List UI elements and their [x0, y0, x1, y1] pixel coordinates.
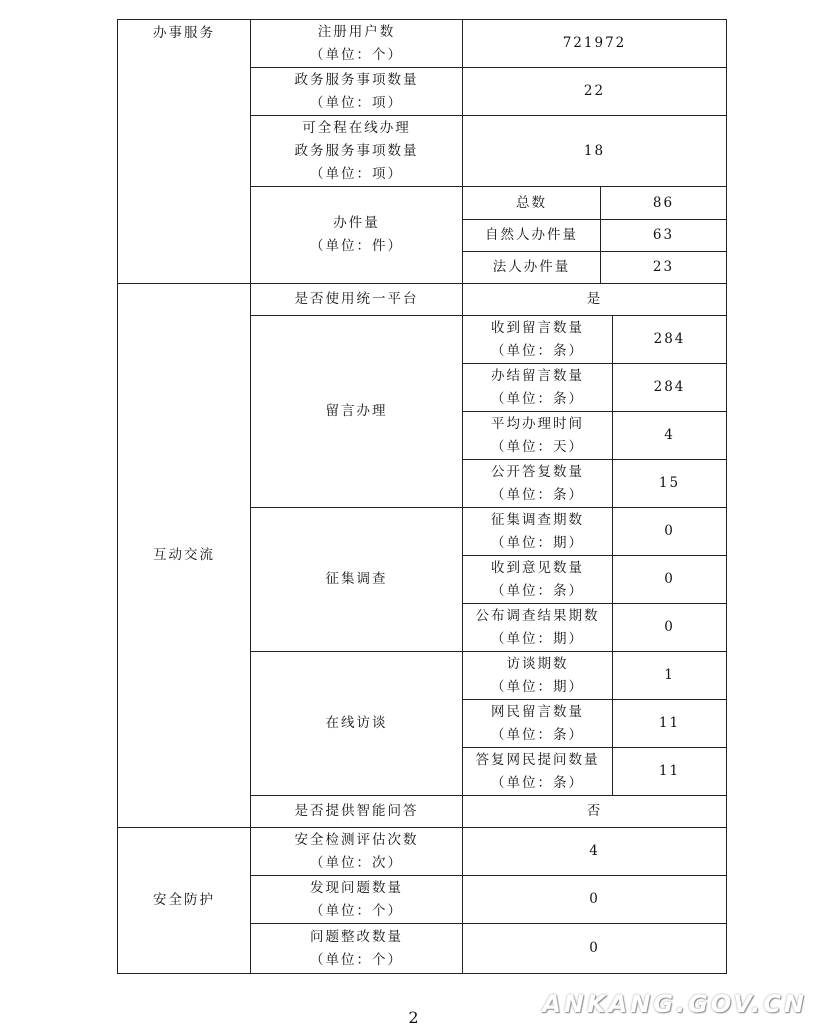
answers-label: 答复网民提问数量 （单位：条） [463, 748, 613, 796]
volume-total-label: 总数 [463, 187, 601, 220]
section-security: 安全防护 [118, 828, 251, 974]
avg-time-label: 平均办理时间 （单位：天） [463, 412, 613, 460]
section-interaction: 互动交流 [118, 284, 251, 828]
resolved-label: 办结留言数量 （单位：条） [463, 364, 613, 412]
checks-value: 4 [463, 828, 727, 876]
issues-value: 0 [463, 876, 727, 924]
volume-legal-value: 23 [601, 252, 727, 284]
volume-legal-label: 法人办件量 [463, 252, 601, 284]
received-label: 收到留言数量 （单位：条） [463, 316, 613, 364]
statistics-table [117, 19, 727, 974]
volume-label: 办件量 （单位：件） [251, 187, 463, 284]
fixed-value: 0 [463, 924, 727, 974]
checks-label: 安全检测评估次数 （单位：次） [251, 828, 463, 876]
fixed-label: 问题整改数量 （单位：个） [251, 924, 463, 974]
volume-natural-value: 63 [601, 220, 727, 252]
volume-natural-label: 自然人办件量 [463, 220, 601, 252]
interview-periods-value: 1 [613, 652, 727, 700]
netizen-msgs-value: 11 [613, 700, 727, 748]
survey-periods-label: 征集调查期数 （单位：期） [463, 508, 613, 556]
service-items-label: 政务服务事项数量 （单位：项） [251, 68, 463, 116]
issues-label: 发现问题数量 （单位：个） [251, 876, 463, 924]
page-number: 2 [408, 1008, 419, 1027]
unified-platform-label: 是否使用统一平台 [251, 284, 463, 316]
public-replies-value: 15 [613, 460, 727, 508]
public-replies-label: 公开答复数量 （单位：条） [463, 460, 613, 508]
volume-total-value: 86 [601, 187, 727, 220]
opinions-label: 收到意见数量 （单位：条） [463, 556, 613, 604]
online-items-label: 可全程在线办理 政务服务事项数量 （单位：项） [251, 116, 463, 187]
received-value: 284 [613, 316, 727, 364]
interview-periods-label: 访谈期数 （单位：期） [463, 652, 613, 700]
registered-users-value: 721972 [463, 20, 727, 68]
answers-value: 11 [613, 748, 727, 796]
unified-platform-value: 是 [463, 284, 727, 316]
resolved-value: 284 [613, 364, 727, 412]
survey-periods-value: 0 [613, 508, 727, 556]
survey-results-value: 0 [613, 604, 727, 652]
interview-label: 在线访谈 [251, 652, 463, 796]
watermark: ANKANG.GOV.CN [542, 990, 807, 1018]
messages-label: 留言办理 [251, 316, 463, 508]
smart-qa-label: 是否提供智能问答 [251, 796, 463, 828]
avg-time-value: 4 [613, 412, 727, 460]
survey-label: 征集调查 [251, 508, 463, 652]
opinions-value: 0 [613, 556, 727, 604]
online-items-value: 18 [463, 116, 727, 187]
smart-qa-value: 否 [463, 796, 727, 828]
survey-results-label: 公布调查结果期数 （单位：期） [463, 604, 613, 652]
section-services: 办事服务 [118, 20, 251, 284]
netizen-msgs-label: 网民留言数量 （单位：条） [463, 700, 613, 748]
registered-users-label: 注册用户数 （单位：个） [251, 20, 463, 68]
service-items-value: 22 [463, 68, 727, 116]
